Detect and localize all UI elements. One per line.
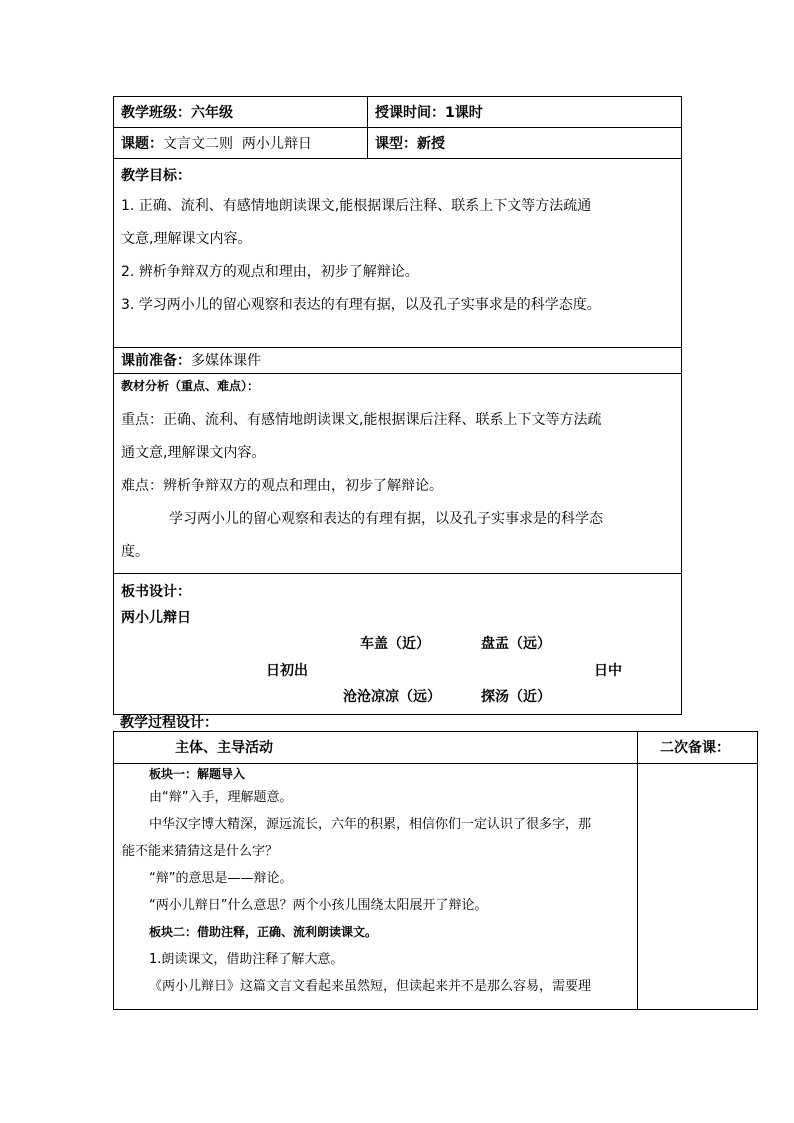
process-line-9: 《两小儿辩日》这篇文言文看起来虽然短，但读起来并不是那么容易，需要理: [149, 979, 592, 994]
class-label: 教学班级：: [121, 105, 191, 121]
prep-value: 多媒体课件: [191, 353, 261, 369]
block-one-title: 板块一：解题导入: [149, 767, 246, 781]
time-label: 授课时间：: [375, 105, 445, 121]
board-title: 板书设计：: [121, 584, 191, 600]
process-label: 教学过程设计：: [120, 715, 218, 731]
process-line-3: 中华汉字博大精深，源远流长，六年的积累，相信你们一定认识了很多字，那: [149, 817, 592, 832]
board-chegai: 车盖（近）: [360, 636, 430, 652]
process-line-2: 由“辩”入手，理解题意。: [149, 790, 293, 805]
objectives-cell: [114, 159, 682, 348]
process-line-8: 1.朗读课文，借助注释了解大意。: [149, 952, 344, 967]
process-side-cell: [638, 764, 758, 1010]
analysis-title: 教材分析（重点、难点）：: [121, 379, 260, 393]
process-table: [113, 731, 758, 1010]
time-cell: [368, 97, 682, 128]
prep-cell: [114, 348, 682, 374]
prep-label: 课前准备：: [121, 353, 191, 369]
board-subtitle: 两小儿辩日: [121, 610, 191, 626]
board-tantang: 探汤（近）: [481, 689, 551, 705]
board-cangcang: 沧沧凉凉（远）: [343, 689, 441, 705]
process-line-6: “两小儿辩日”什么意思？两个小孩儿围绕太阳展开了辩论。: [149, 898, 488, 913]
objective-1b: 文意,理解课文内容。: [121, 231, 252, 247]
objective-2: 2. 辨析争辩双方的观点和理由，初步了解辩论。: [121, 264, 419, 280]
board-design: [114, 574, 681, 714]
block-two-title: 板块二：借助注释，正确、流利朗读课文。: [149, 925, 378, 939]
analysis-extra-2: 度。: [121, 544, 149, 560]
process-side-header: 二次备课：: [638, 732, 758, 764]
analysis-difficulty: 难点：辨析争辩双方的观点和理由，初步了解辩论。: [121, 478, 443, 494]
objective-1a: 1. 正确、流利、有感情地朗读课文,能根据课后注释、联系上下文等方法疏通: [121, 198, 592, 214]
analysis-extra-1: 学习两小儿的留心观察和表达的有理有据，以及孔子实事求是的科学态: [169, 511, 603, 527]
class-value: 六年级: [191, 105, 233, 121]
board-panyu: 盘盂（远）: [481, 636, 551, 652]
type-label: 课型：: [375, 136, 417, 152]
type-cell: [368, 128, 682, 159]
objective-3: 3. 学习两小儿的留心观察和表达的有理有据，以及孔子实事求是的科学态度。: [121, 297, 601, 313]
time-value: 1课时: [445, 105, 483, 121]
analysis-cell: [114, 374, 682, 574]
board-rizhong: 日中: [594, 663, 622, 679]
analysis-key-1: 重点：正确、流利、有感情地朗读课文,能根据课后注释、联系上下文等方法疏: [121, 412, 602, 428]
process-main-cell: [114, 764, 638, 1010]
board-cell: [114, 574, 682, 715]
objectives-title: 教学目标：: [121, 168, 191, 184]
topic-value: 文言文二则 两小儿辩日: [163, 136, 312, 152]
class-cell: [114, 97, 368, 128]
topic-label: 课题：: [121, 136, 163, 152]
board-richuchu: 日初出: [266, 663, 308, 679]
process-line-5: “辩”的意思是——辩论。: [149, 871, 293, 886]
type-value: 新授: [417, 136, 445, 152]
lesson-info-table: [113, 96, 682, 715]
process-main-header: 主体、主导活动: [114, 732, 638, 764]
topic-cell: [114, 128, 368, 159]
process-line-4: 能不能来猜猜这是什么字？: [122, 844, 279, 859]
analysis-key-2: 通文意,理解课文内容。: [121, 445, 266, 461]
